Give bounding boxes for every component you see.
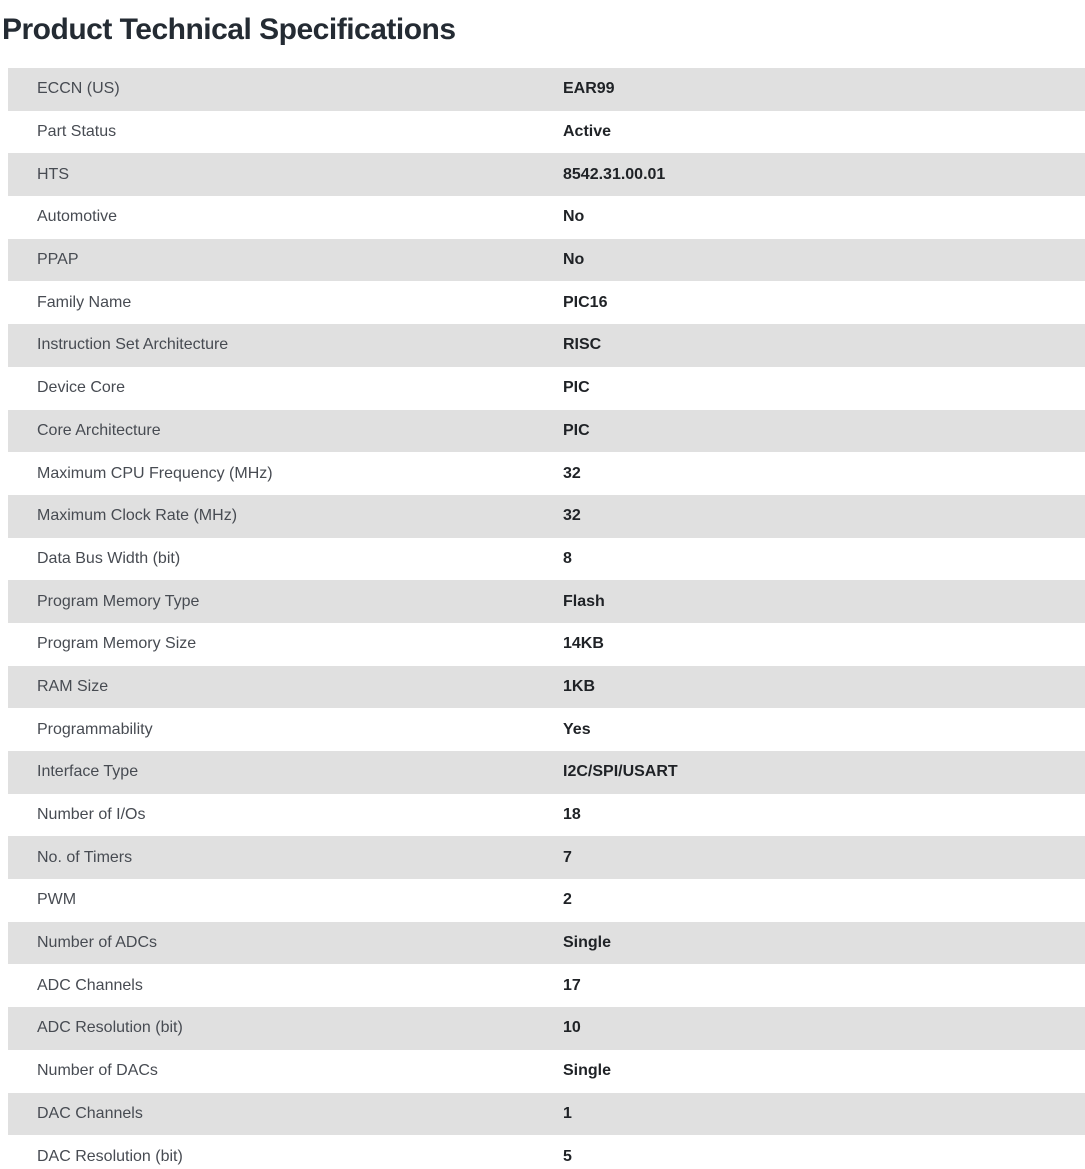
spec-label: PWM [37,891,77,909]
spec-label: Maximum Clock Rate (MHz) [37,507,238,525]
product-specifications-table [8,68,1085,1169]
table-row [8,538,1085,581]
spec-label: ADC Resolution (bit) [37,1019,183,1037]
spec-label: ADC Channels [37,976,143,994]
spec-value: 32 [563,507,581,525]
spec-label: DAC Resolution (bit) [37,1147,183,1165]
spec-value: 32 [563,464,581,482]
table-row [8,452,1085,495]
spec-label: Interface Type [37,763,139,781]
spec-label: ECCN (US) [37,80,120,98]
table-row [8,836,1085,879]
spec-label: Program Memory Type [37,592,200,610]
table-row [8,196,1085,239]
spec-value: No [563,208,585,226]
table-row [8,1135,1085,1169]
table-row [8,68,1085,111]
table-row [8,580,1085,623]
spec-label: Automotive [37,208,118,226]
spec-value: No [563,251,585,269]
spec-label: HTS [37,165,69,183]
table-row [8,1093,1085,1136]
spec-label: DAC Channels [37,1104,143,1122]
spec-label: No. of Timers [37,848,133,866]
spec-label: Program Memory Size [37,635,197,653]
table-row [8,367,1085,410]
table-row [8,239,1085,282]
table-row [8,111,1085,154]
table-row [8,922,1085,965]
spec-value: 14KB [563,635,604,653]
table-row [8,623,1085,666]
table-row [8,1007,1085,1050]
spec-value: 10 [563,1019,581,1037]
spec-value: Active [563,123,612,141]
spec-label: Instruction Set Architecture [37,336,229,354]
spec-value: 7 [563,848,572,866]
spec-value: Single [563,934,612,952]
table-row [8,964,1085,1007]
spec-value: EAR99 [563,80,615,98]
spec-value: PIC16 [563,293,608,311]
table-row [8,1050,1085,1093]
spec-label: Data Bus Width (bit) [37,549,181,567]
spec-value: 1KB [563,677,596,695]
spec-value: Single [563,1062,612,1080]
table-row [8,495,1085,538]
spec-label: Number of ADCs [37,934,158,952]
spec-value: 8542.31.00.01 [563,165,666,183]
spec-label: Family Name [37,293,132,311]
spec-value: RISC [563,336,602,354]
spec-value: 18 [563,806,581,824]
spec-value: 2 [563,891,572,909]
page-title: Product Technical Specifications [2,13,456,46]
spec-value: PIC [563,379,590,397]
table-row [8,281,1085,324]
table-row [8,879,1085,922]
spec-label: RAM Size [37,677,109,695]
table-row [8,410,1085,453]
spec-label: Device Core [37,379,126,397]
spec-value: 8 [563,549,572,567]
spec-value: 1 [563,1104,572,1122]
table-row [8,666,1085,709]
spec-value: PIC [563,421,590,439]
table-row [8,153,1085,196]
table-row [8,794,1085,837]
spec-label: Core Architecture [37,421,161,439]
spec-value: Flash [563,592,605,610]
spec-label: Maximum CPU Frequency (MHz) [37,464,273,482]
spec-value: Yes [563,720,591,738]
spec-label: Number of DACs [37,1062,158,1080]
spec-label: Number of I/Os [37,806,146,824]
spec-label: PPAP [37,251,79,269]
table-row [8,324,1085,367]
spec-label: Programmability [37,720,153,738]
spec-value: 17 [563,976,581,994]
spec-value: 5 [563,1147,572,1165]
spec-label: Part Status [37,123,117,141]
spec-value: I2C/SPI/USART [563,763,678,781]
table-row [8,708,1085,751]
table-row [8,751,1085,794]
